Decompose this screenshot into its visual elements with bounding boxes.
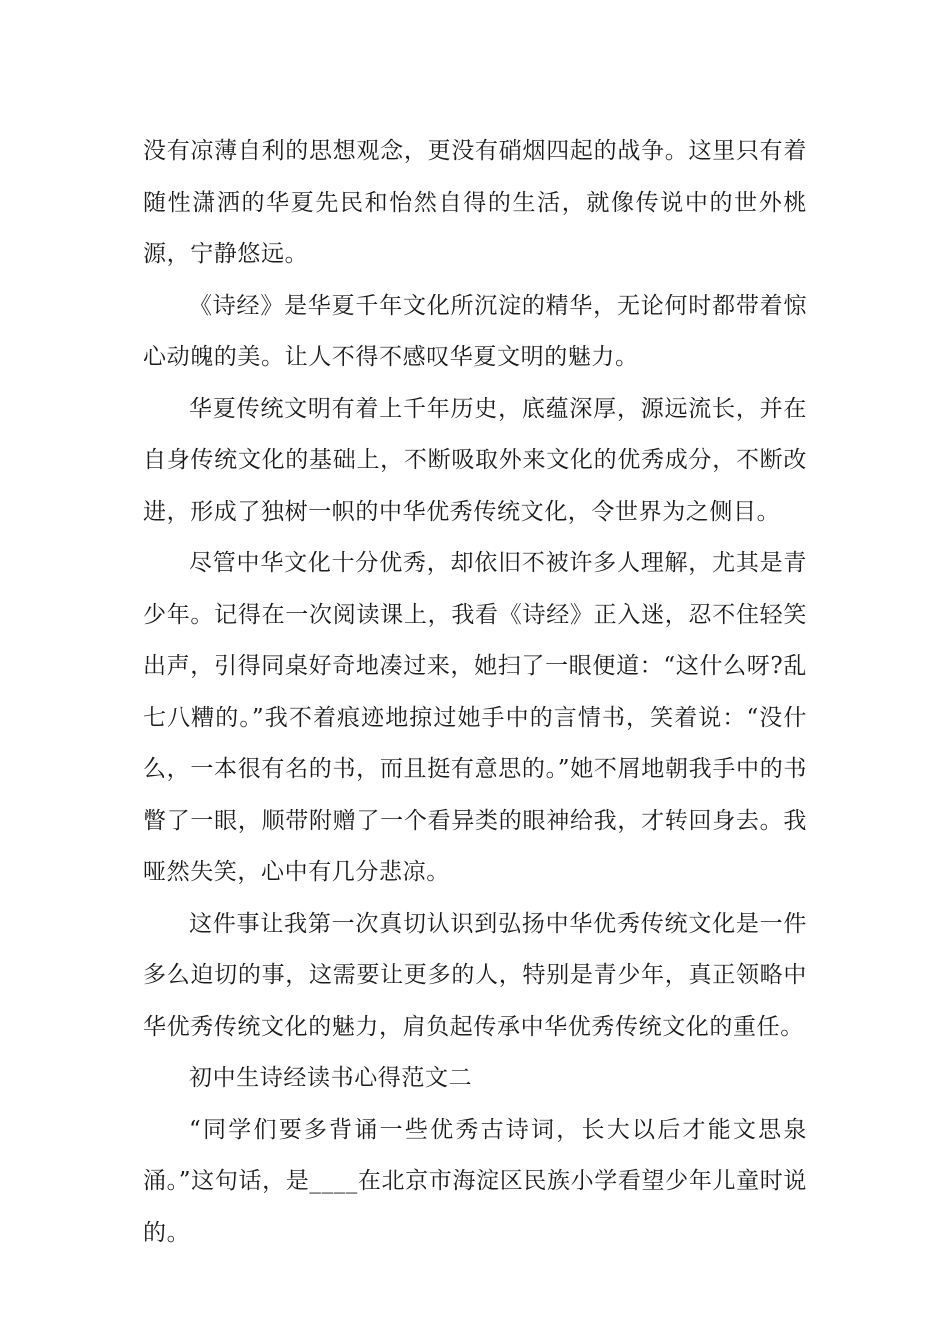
document-body (143, 126, 807, 1259)
paragraph-1: 没有凉薄自利的思想观念，更没有硝烟四起的战争。这里只有着随性潇洒的华夏先民和怡然自得的生活，就像传说中的世外桃源，宁静悠远。 (143, 138, 807, 267)
paragraph-3: 华夏传统文明有着上千年历史，底蕴深厚，源远流长，并在自身传统文化的基础上，不断吸取外来文化的优秀成分，不断改进，形成了独树一帜的中华优秀传统文化，令世界为之侧目。 (143, 395, 807, 525)
paragraph-2: 《诗经》是华夏千年文化所沉淀的精华，无论何时都带着惊心动魄的美。让人不得不感叹华夏文明的魅力。 (143, 292, 807, 370)
paragraph-4: 尽管中华文化十分优秀，却依旧不被许多人理解，尤其是青少年。记得在一次阅读课上，我看《诗经》正入迷，忍不住轻笑出声，引得同桌好奇地凑过来，她扫了一眼便道：“这什么呀?乱七八糟的。”我不着痕迹地掠过她手中的言情书，笑着说：“没什么，一本很有名的书，而且挺有意思的。”她不屑地朝我手中的书瞥了一眼，顺带附赠了一个看异类的眼神给我，才转回身去。我哑然失笑，心中有几分悲凉。 (143, 550, 807, 885)
paragraph-6: “同学们要多背诵一些优秀古诗词，长大以后才能文思泉涌。”这句话，是____在北京市海淀区民族小学看望少年儿童时说的。 (143, 1116, 807, 1246)
paragraph-5: 这件事让我第一次真切认识到弘扬中华优秀传统文化是一件多么迫切的事，这需要让更多的人，特别是青少年，真正领略中华优秀传统文化的魅力，肩负起传承中华优秀传统文化的重任。 (143, 910, 807, 1040)
section-heading: 初中生诗经读书心得范文二 (189, 1065, 473, 1091)
